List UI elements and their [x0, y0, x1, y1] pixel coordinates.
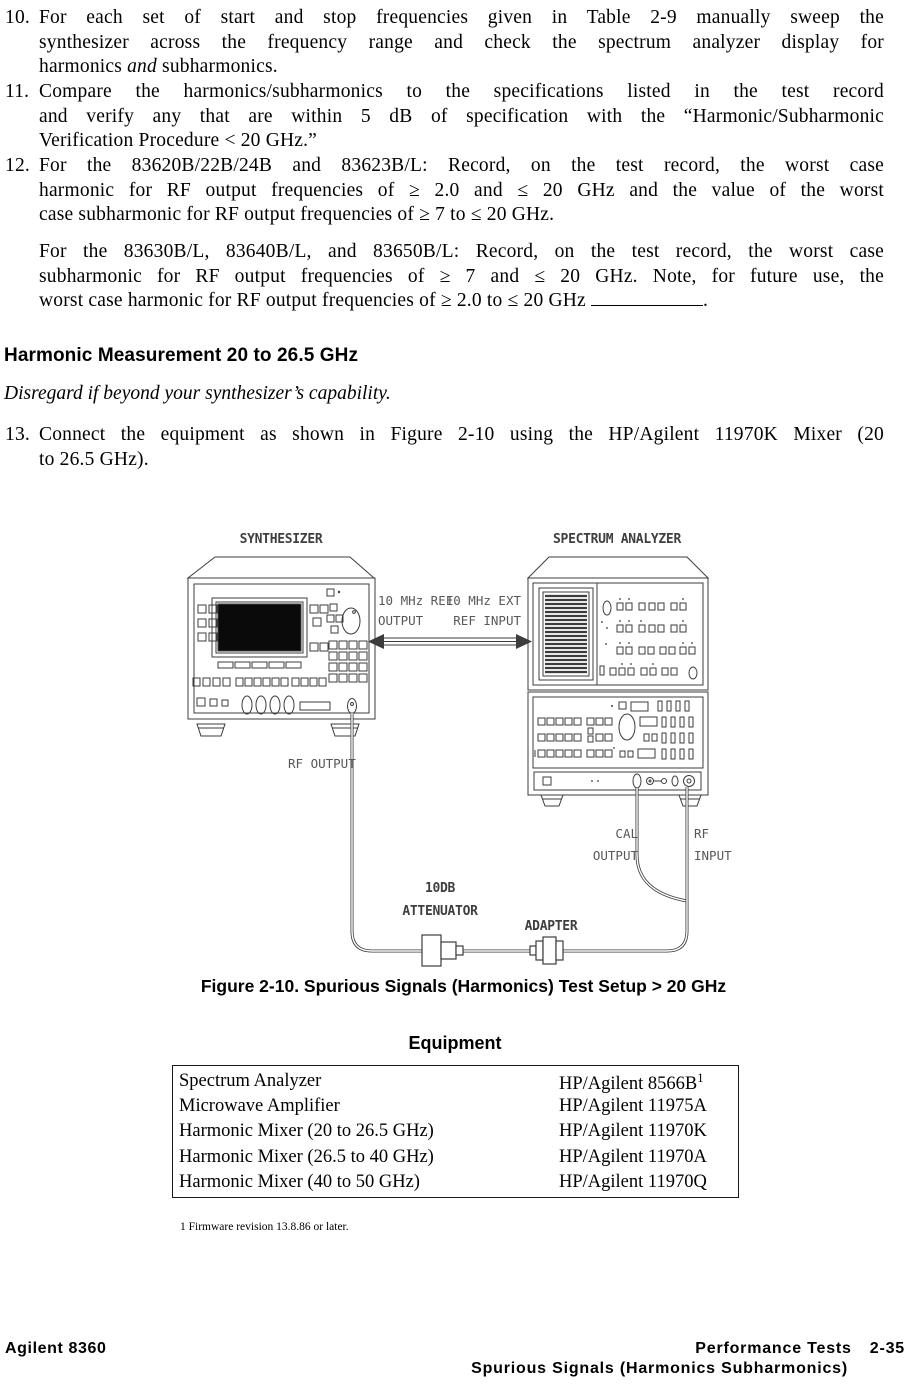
equipment-item: Harmonic Mixer (40 to 50 GHz): [179, 1171, 420, 1192]
attenuator-drawing: [422, 935, 463, 966]
table-row: [173, 1121, 738, 1146]
footer-product: Agilent 8360: [5, 1340, 107, 1357]
equipment-item: Harmonic Mixer (20 to 26.5 GHz): [179, 1121, 434, 1142]
text-line: For the 83630B/L, 83640B/L, and 83650B/L: Record, on the test record, the worst case: [39, 241, 884, 262]
equipment-title: Equipment: [408, 1033, 502, 1053]
label-ref-output-line1: 10 MHz REF: [378, 593, 454, 608]
list-item-12: [5, 154, 884, 228]
figure-caption: Figure 2-10. Spurious Signals (Harmonics) Test Setup > 20 GHz: [200, 976, 727, 996]
section-heading: Harmonic Measurement 20 to 26.5 GHz: [4, 345, 359, 366]
list-item-10: [5, 6, 884, 80]
list-item-text: [39, 423, 884, 472]
list-number: 12.: [5, 155, 30, 176]
equipment-item: Spectrum Analyzer: [179, 1071, 322, 1091]
table-footnote: 1 Firmware revision 13.8.86 or later.: [180, 1221, 349, 1233]
label-ext-ref-line1: 10 MHz EXT: [445, 593, 521, 608]
list-item-11: [5, 80, 884, 154]
label-rf-input-line2: INPUT: [694, 848, 732, 863]
label-attenuator-line1: 10DB: [424, 881, 456, 896]
spectrum-analyzer-drawing: [528, 557, 708, 806]
text-line: synthesizer across the frequency range and check the spectrum analyzer display for: [39, 31, 884, 53]
adapter-drawing: [530, 937, 563, 964]
list-number: 11.: [5, 81, 30, 102]
equipment-model: HP/Agilent 11970K: [559, 1121, 707, 1142]
list-item-12-continued: [5, 240, 884, 314]
label-adapter: ADAPTER: [524, 919, 578, 934]
label-rf-output: RF OUTPUT: [288, 756, 356, 771]
footer-line2: [471, 1359, 905, 1379]
list-number: 13.: [5, 424, 30, 445]
equipment-item: Harmonic Mixer (26.5 to 40 GHz): [179, 1146, 434, 1167]
text-line: For the 83620B/22B/24B and 83623B/L: Record, on the test record, the worst case: [39, 155, 884, 176]
cal-cable: [637, 788, 687, 901]
label-attenuator-line2: ATTENUATOR: [402, 904, 478, 919]
text-line: Compare the harmonics/subharmonics to the specifications listed in the test record: [39, 81, 884, 102]
equipment-item: Microwave Amplifier: [179, 1096, 340, 1117]
equipment-model: HP/Agilent 11975A: [559, 1096, 707, 1117]
list-number: 10.: [5, 7, 30, 28]
text-line: to 26.5 GHz).: [39, 448, 149, 470]
equipment-model: HP/Agilent 11970Q: [559, 1171, 707, 1192]
text-line: harmonic for RF output frequencies of ≥ 2.0 and ≤ 20 GHz and the value of the worst: [39, 179, 884, 201]
text-line: Connect the equipment as shown in Figure 2-10 using the HP/Agilent 11970K Mixer (20: [39, 424, 884, 445]
footer-test-name: Spurious Signals (Harmonics Subharmonics): [471, 1359, 848, 1377]
list-item-text: [39, 154, 884, 228]
list-item-text: [39, 240, 884, 314]
table-row: [173, 1096, 738, 1121]
list-item-text: [39, 6, 884, 80]
table-row: [173, 1071, 738, 1096]
list-item-13: [5, 423, 884, 472]
page-number: 2-35: [869, 1340, 905, 1357]
footer-line1: [471, 1339, 905, 1359]
list-item-text: [39, 80, 884, 154]
text-line: Verification Procedure < 20 GHz.”: [39, 130, 318, 152]
footer-section: [471, 1339, 905, 1378]
synthesizer-drawing: [188, 557, 375, 736]
label-synthesizer: SYNTHESIZER: [239, 532, 323, 547]
italic-note: Disregard if beyond your synthesizer’s capability.: [4, 383, 391, 404]
text-line: subharmonic for RF output frequencies of ≥ 7 and ≤ 20 GHz. Note, for future use, the: [39, 265, 884, 287]
label-cal-line1: CAL: [615, 826, 638, 841]
test-setup-figure: [0, 510, 907, 980]
table-row: [173, 1172, 738, 1197]
footer-chapter-title: Performance Tests: [695, 1340, 852, 1357]
label-cal-line2: OUTPUT: [592, 848, 638, 863]
text-line: case subharmonic for RF output frequencies of ≥ 7 to ≤ 20 GHz.: [39, 204, 555, 226]
ref-cable-arrow: [368, 634, 532, 649]
text-line: harmonics and subharmonics.: [39, 56, 278, 78]
table-row: [173, 1147, 738, 1172]
text-line: For each set of start and stop frequencies given in Table 2-9 manually sweep the: [39, 7, 884, 28]
equipment-model: HP/Agilent $8566B^1$: [559, 1071, 704, 1095]
label-spectrum-analyzer: SPECTRUM ANALYZER: [553, 532, 681, 547]
text-line: worst case harmonic for RF output frequencies of ≥ 2.0 to ≤ 20 GHz .: [39, 290, 709, 312]
equipment-model: HP/Agilent 11970A: [559, 1146, 707, 1167]
label-ext-ref-line2: REF INPUT: [453, 613, 521, 628]
text-line: and verify any that are within 5 dB of specification with the “Harmonic/Subharmonic: [39, 105, 884, 127]
label-rf-input-line1: RF: [694, 826, 710, 841]
label-ref-output-line2: OUTPUT: [378, 613, 424, 628]
equipment-table: [172, 1065, 739, 1198]
